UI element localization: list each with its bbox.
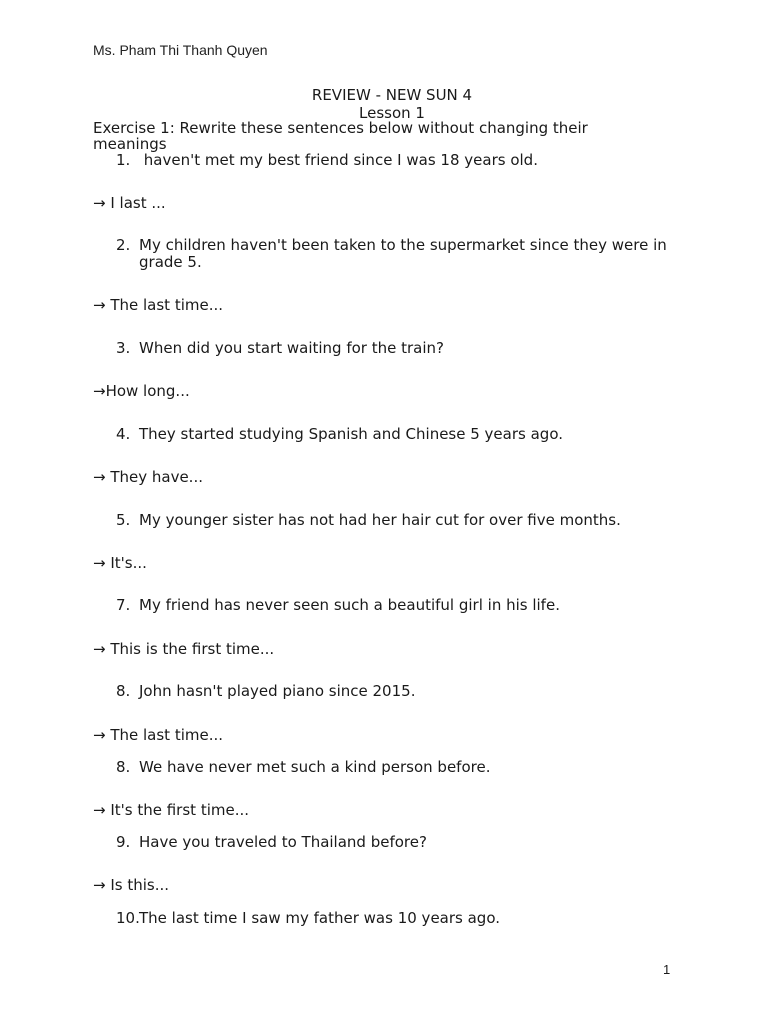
question-item <box>116 237 691 271</box>
answer-prompt: → It's... <box>93 554 147 572</box>
answer-prompt: → They have... <box>93 468 203 486</box>
question-text: They started studying Spanish and Chinese 5 years ago. <box>139 425 563 443</box>
document-title: REVIEW - NEW SUN 4 <box>311 86 473 104</box>
question-number: 4. <box>116 425 131 443</box>
lesson-title: Lesson 1 <box>359 104 425 122</box>
question-item <box>116 910 691 927</box>
question-number: 8. <box>116 682 131 700</box>
question-text: The last time I saw my father was 10 years ago. <box>139 909 501 927</box>
question-item <box>116 426 691 443</box>
question-number: 10. <box>116 909 140 927</box>
question-text: When did you start waiting for the train? <box>139 339 444 357</box>
question-item <box>116 759 691 776</box>
answer-prompt: → I last ... <box>93 194 166 212</box>
question-text: My children haven't been taken to the supermarket since they were in grade 5. <box>139 236 667 271</box>
answer-prompt: → The last time... <box>93 726 224 744</box>
question-number: 5. <box>116 511 131 529</box>
answer-prompt: → This is the first time... <box>93 640 275 658</box>
answer-prompt: →How long... <box>93 382 190 400</box>
answer-prompt: → It's the first time... <box>93 801 250 819</box>
question-text: We have never met such a kind person before. <box>139 758 491 776</box>
question-text: haven't met my best friend since I was 18 years old. <box>139 151 538 169</box>
question-item <box>116 834 691 851</box>
question-number: 9. <box>116 833 131 851</box>
question-item <box>116 512 691 529</box>
question-number: 2. <box>116 236 131 254</box>
question-number: 3. <box>116 339 131 357</box>
question-item <box>116 597 691 614</box>
question-item <box>116 340 691 357</box>
question-number: 1. <box>116 151 131 169</box>
question-text: My younger sister has not had her hair cut for over five months. <box>139 511 621 529</box>
question-item <box>116 152 691 169</box>
question-item <box>116 683 691 700</box>
question-text: Have you traveled to Thailand before? <box>139 833 427 851</box>
page-number: 1 <box>663 962 671 977</box>
question-text: John hasn't played piano since 2015. <box>139 682 416 700</box>
title-block <box>93 86 691 122</box>
question-number: 8. <box>116 758 131 776</box>
header-author: Ms. Pham Thi Thanh Quyen <box>93 42 268 58</box>
question-text: My friend has never seen such a beautiful girl in his life. <box>139 596 560 614</box>
answer-prompt: → Is this... <box>93 876 170 894</box>
exercise-title: Exercise 1: Rewrite these sentences below without changing their meanings <box>93 119 588 153</box>
answer-prompt: → The last time... <box>93 296 224 314</box>
question-number: 7. <box>116 596 131 614</box>
